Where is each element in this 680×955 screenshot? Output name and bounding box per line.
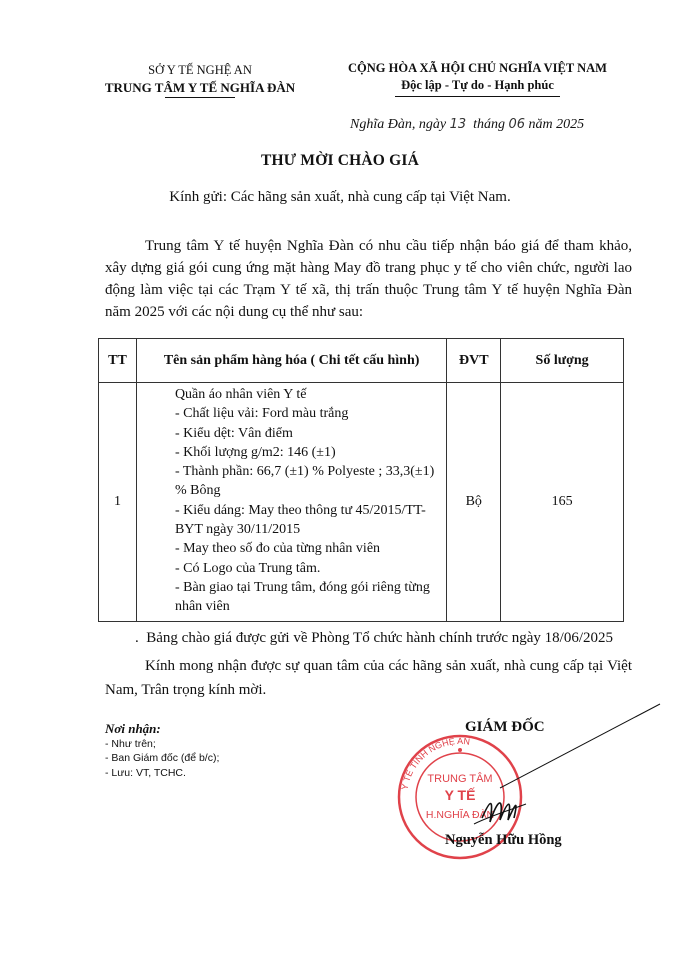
- dateline-month-label: tháng: [473, 117, 505, 132]
- closing-paragraph: [105, 654, 632, 702]
- dateline-month: 06: [508, 117, 526, 132]
- motto: Độc lập - Tự do - Hạnh phúc: [401, 78, 554, 92]
- col-header-tt: TT: [99, 339, 137, 383]
- stamp-ring-text: Y TẾ TỈNH NGHỆ AN: [399, 735, 471, 791]
- cell-unit: Bộ: [447, 383, 501, 622]
- signer-title: GIÁM ĐỐC: [465, 719, 545, 735]
- stamp-text-line3: H.NGHĨA ĐÀN: [425, 809, 495, 821]
- closing-text: Kính mong nhận được sự quan tâm của các hãng sản xuất, nhà cung cấp tại Việt Nam, Trân trọng kính mời.: [105, 658, 632, 698]
- spec-line: - Thành phần: 66,7 (±1) % Polyeste ; 33,3(±1): [174, 464, 435, 480]
- table-header-row: [99, 339, 624, 383]
- recipients-heading: Nơi nhận:: [105, 721, 161, 736]
- spec-line: Quần áo nhân viên Y tế: [174, 387, 307, 402]
- col-header-qty: Số lượng: [501, 339, 624, 383]
- spec-line: - May theo số đo của từng nhân viên: [174, 541, 381, 557]
- dateline: [350, 117, 584, 133]
- intro-paragraph: [105, 235, 632, 323]
- document-title: THƯ MỜI CHÀO GIÁ: [260, 152, 420, 169]
- col-header-name: Tên sản phẩm hàng hóa ( Chi tết cấu hình): [136, 339, 446, 383]
- dateline-place: Nghĩa Đàn, ngày: [350, 117, 447, 132]
- cell-spec: [136, 383, 446, 622]
- stamp-text-line2: Y TẾ: [444, 787, 476, 803]
- stamp-text-line1: TRUNG TÂM: [427, 773, 493, 785]
- motto-underline: [395, 96, 560, 97]
- department-name: SỞ Y TẾ NGHỆ AN: [148, 63, 252, 77]
- center-name: TRUNG TÂM Y TẾ NGHĨA ĐÀN: [104, 80, 296, 95]
- spec-line: - Bàn giao tại Trung tâm, đóng gói riêng từng: [174, 579, 430, 595]
- recipient-item: - Lưu: VT, TCHC.: [105, 766, 186, 779]
- spec-line: nhân viên: [174, 599, 230, 615]
- country-name: CỘNG HÒA XÃ HỘI CHỦ NGHĨA VIỆT NAM: [348, 61, 607, 75]
- recipients-block: [105, 722, 219, 780]
- spec-line: - Khối lượng g/m2: 146 (±1): [174, 444, 336, 460]
- agency-underline: [165, 97, 235, 98]
- intro-text: Trung tâm Y tế huyện Nghĩa Đàn có nhu cầu tiếp nhận báo giá để tham khảo, xây dựng giá gói cung ứng mặt hàng May đồ trang phục y tế cho viên chức, người lao động làm việc tại các Trạm Y tế xã, thị trấn thuộc Trung tâm Y tế huyện Nghĩa Đàn năm 2025 với các nội dung cụ thể như sau:: [105, 238, 632, 320]
- goods-table: [98, 338, 624, 622]
- dateline-year: năm 2025: [528, 117, 585, 132]
- handwritten-signature: [460, 700, 670, 840]
- cell-qty: 165: [501, 383, 624, 622]
- spec-line: - Có Logo của Trung tâm.: [174, 560, 321, 576]
- spec-line: BYT ngày 30/11/2015: [174, 522, 301, 538]
- spec-line: % Bông: [174, 483, 221, 499]
- col-header-unit: ĐVT: [447, 339, 501, 383]
- deadline-note: . Bảng chào giá được gửi về Phòng Tổ chức hành chính trước ngày 18/06/2025: [135, 630, 614, 646]
- deadline-text: Bảng chào giá được gửi về Phòng Tổ chức hành chính trước ngày 18/06/2025: [146, 630, 614, 646]
- recipient-item: - Ban Giám đốc (để b/c);: [105, 752, 220, 764]
- spec-line: - Kiểu dệt: Vân điểm: [174, 425, 293, 441]
- spec-line: - Chất liệu vải: Ford màu trắng: [174, 406, 349, 422]
- issuing-agency-block: [80, 62, 320, 98]
- national-motto-block: [325, 60, 630, 97]
- spec-line: - Kiểu dáng: May theo thông tư 45/2015/TT-: [174, 502, 426, 518]
- cell-tt: 1: [99, 383, 137, 622]
- greeting: Kính gửi: Các hãng sản xuất, nhà cung cấp tại Việt Nam.: [169, 189, 511, 205]
- recipient-item: - Như trên;: [105, 737, 156, 750]
- table-row: [99, 383, 624, 622]
- dateline-day: 13: [449, 117, 467, 132]
- signer-name: Nguyễn Hữu Hồng: [445, 832, 562, 848]
